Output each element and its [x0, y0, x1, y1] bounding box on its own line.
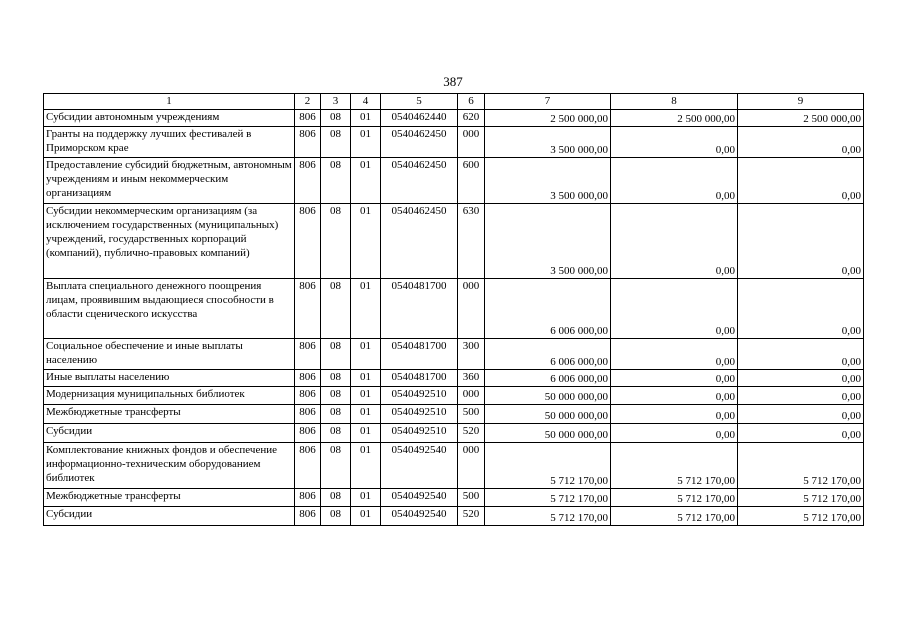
section-code-cell: 08 [321, 507, 351, 526]
amount-col8-cell: 0,00 [611, 127, 738, 158]
expense-type-cell: 000 [458, 443, 485, 489]
amount-col7-cell: 3 500 000,00 [485, 127, 611, 158]
header-cell: 7 [485, 94, 611, 110]
section-code-cell: 08 [321, 405, 351, 424]
expense-type-cell: 520 [458, 507, 485, 526]
amount-col8-cell: 0,00 [611, 424, 738, 443]
table-row [44, 127, 864, 158]
target-article-cell: 0540492540 [381, 443, 458, 489]
amount-col7-cell: 50 000 000,00 [485, 405, 611, 424]
amount-col9-cell: 0,00 [738, 405, 864, 424]
amount-col7-cell: 5 712 170,00 [485, 507, 611, 526]
table-body [44, 94, 864, 526]
amount-col7-cell: 50 000 000,00 [485, 424, 611, 443]
amount-col7-cell: 3 500 000,00 [485, 158, 611, 204]
subsection-code-cell: 01 [351, 387, 381, 405]
ministry-code-cell: 806 [295, 424, 321, 443]
budget-item-name: Комплектование книжных фондов и обеспечение информационно-техническим оборудованием библиотек [44, 443, 295, 489]
budget-item-name: Модернизация муниципальных библиотек [44, 387, 295, 405]
target-article-cell: 0540462450 [381, 158, 458, 204]
subsection-code-cell: 01 [351, 424, 381, 443]
table-row [44, 387, 864, 405]
section-code-cell: 08 [321, 387, 351, 405]
budget-item-name: Субсидии [44, 507, 295, 526]
subsection-code-cell: 01 [351, 339, 381, 370]
amount-col7-cell: 6 006 000,00 [485, 279, 611, 339]
table-row [44, 443, 864, 489]
section-code-cell: 08 [321, 110, 351, 127]
header-cell: 1 [44, 94, 295, 110]
expense-type-cell: 000 [458, 127, 485, 158]
amount-col7-cell: 3 500 000,00 [485, 204, 611, 279]
subsection-code-cell: 01 [351, 489, 381, 507]
subsection-code-cell: 01 [351, 370, 381, 387]
ministry-code-cell: 806 [295, 443, 321, 489]
table-row [44, 489, 864, 507]
budget-item-name: Социальное обеспечение и иные выплаты населению [44, 339, 295, 370]
amount-col7-cell: 5 712 170,00 [485, 489, 611, 507]
ministry-code-cell: 806 [295, 489, 321, 507]
table-row [44, 110, 864, 127]
amount-col9-cell: 0,00 [738, 279, 864, 339]
amount-col9-cell: 2 500 000,00 [738, 110, 864, 127]
subsection-code-cell: 01 [351, 127, 381, 158]
budget-item-name: Межбюджетные трансферты [44, 405, 295, 424]
amount-col9-cell: 0,00 [738, 158, 864, 204]
expense-type-cell: 620 [458, 110, 485, 127]
budget-item-name: Предоставление субсидий бюджетным, автономным учреждениям и иным некоммерческим организациям [44, 158, 295, 204]
table-row [44, 339, 864, 370]
expense-type-cell: 500 [458, 405, 485, 424]
target-article-cell: 0540492540 [381, 507, 458, 526]
target-article-cell: 0540492510 [381, 387, 458, 405]
section-code-cell: 08 [321, 204, 351, 279]
amount-col7-cell: 5 712 170,00 [485, 443, 611, 489]
amount-col7-cell: 50 000 000,00 [485, 387, 611, 405]
table-row [44, 370, 864, 387]
table-row [44, 204, 864, 279]
ministry-code-cell: 806 [295, 507, 321, 526]
amount-col9-cell: 0,00 [738, 127, 864, 158]
target-article-cell: 0540481700 [381, 370, 458, 387]
table-row [44, 507, 864, 526]
expense-type-cell: 520 [458, 424, 485, 443]
amount-col8-cell: 0,00 [611, 279, 738, 339]
subsection-code-cell: 01 [351, 507, 381, 526]
table-row [44, 158, 864, 204]
expense-type-cell: 500 [458, 489, 485, 507]
amount-col8-cell: 2 500 000,00 [611, 110, 738, 127]
amount-col7-cell: 2 500 000,00 [485, 110, 611, 127]
expense-type-cell: 000 [458, 279, 485, 339]
header-row [44, 94, 864, 110]
subsection-code-cell: 01 [351, 405, 381, 424]
target-article-cell: 0540462450 [381, 204, 458, 279]
budget-item-name: Субсидии [44, 424, 295, 443]
header-cell: 9 [738, 94, 864, 110]
subsection-code-cell: 01 [351, 158, 381, 204]
ministry-code-cell: 806 [295, 158, 321, 204]
amount-col8-cell: 0,00 [611, 204, 738, 279]
header-cell: 3 [321, 94, 351, 110]
amount-col7-cell: 6 006 000,00 [485, 339, 611, 370]
target-article-cell: 0540481700 [381, 279, 458, 339]
target-article-cell: 0540481700 [381, 339, 458, 370]
ministry-code-cell: 806 [295, 370, 321, 387]
ministry-code-cell: 806 [295, 110, 321, 127]
target-article-cell: 0540492540 [381, 489, 458, 507]
amount-col9-cell: 5 712 170,00 [738, 507, 864, 526]
ministry-code-cell: 806 [295, 405, 321, 424]
budget-item-name: Иные выплаты населению [44, 370, 295, 387]
amount-col9-cell: 0,00 [738, 370, 864, 387]
header-cell: 8 [611, 94, 738, 110]
amount-col8-cell: 0,00 [611, 387, 738, 405]
amount-col8-cell: 5 712 170,00 [611, 443, 738, 489]
amount-col8-cell: 5 712 170,00 [611, 489, 738, 507]
subsection-code-cell: 01 [351, 279, 381, 339]
expense-type-cell: 600 [458, 158, 485, 204]
budget-item-name: Гранты на поддержку лучших фестивалей в Приморском крае [44, 127, 295, 158]
section-code-cell: 08 [321, 370, 351, 387]
budget-item-name: Межбюджетные трансферты [44, 489, 295, 507]
table-row [44, 424, 864, 443]
budget-item-name: Выплата специального денежного поощрения лицам, проявившим выдающиеся способности в области сценического искусства [44, 279, 295, 339]
header-cell: 5 [381, 94, 458, 110]
expense-type-cell: 630 [458, 204, 485, 279]
section-code-cell: 08 [321, 339, 351, 370]
section-code-cell: 08 [321, 127, 351, 158]
amount-col9-cell: 5 712 170,00 [738, 443, 864, 489]
amount-col9-cell: 5 712 170,00 [738, 489, 864, 507]
amount-col7-cell: 6 006 000,00 [485, 370, 611, 387]
table-row [44, 279, 864, 339]
amount-col8-cell: 0,00 [611, 370, 738, 387]
ministry-code-cell: 806 [295, 339, 321, 370]
amount-col8-cell: 0,00 [611, 158, 738, 204]
header-cell: 4 [351, 94, 381, 110]
section-code-cell: 08 [321, 279, 351, 339]
section-code-cell: 08 [321, 489, 351, 507]
ministry-code-cell: 806 [295, 279, 321, 339]
target-article-cell: 0540492510 [381, 424, 458, 443]
section-code-cell: 08 [321, 424, 351, 443]
amount-col9-cell: 0,00 [738, 204, 864, 279]
subsection-code-cell: 01 [351, 443, 381, 489]
section-code-cell: 08 [321, 443, 351, 489]
header-cell: 2 [295, 94, 321, 110]
amount-col9-cell: 0,00 [738, 387, 864, 405]
ministry-code-cell: 806 [295, 127, 321, 158]
expense-type-cell: 300 [458, 339, 485, 370]
budget-table [43, 93, 864, 526]
amount-col8-cell: 0,00 [611, 405, 738, 424]
table-row [44, 405, 864, 424]
section-code-cell: 08 [321, 158, 351, 204]
budget-item-name: Субсидии автономным учреждениям [44, 110, 295, 127]
budget-item-name: Субсидии некоммерческим организациям (за исключением государственных (муниципальных) учреждений, государственных корпораций (компаний), публично-правовых компаний) [44, 204, 295, 279]
page-number: 387 [443, 74, 463, 89]
ministry-code-cell: 806 [295, 387, 321, 405]
subsection-code-cell: 01 [351, 204, 381, 279]
subsection-code-cell: 01 [351, 110, 381, 127]
amount-col8-cell: 0,00 [611, 339, 738, 370]
amount-col9-cell: 0,00 [738, 424, 864, 443]
ministry-code-cell: 806 [295, 204, 321, 279]
target-article-cell: 0540462450 [381, 127, 458, 158]
amount-col8-cell: 5 712 170,00 [611, 507, 738, 526]
target-article-cell: 0540462440 [381, 110, 458, 127]
expense-type-cell: 360 [458, 370, 485, 387]
amount-col9-cell: 0,00 [738, 339, 864, 370]
target-article-cell: 0540492510 [381, 405, 458, 424]
header-cell: 6 [458, 94, 485, 110]
expense-type-cell: 000 [458, 387, 485, 405]
